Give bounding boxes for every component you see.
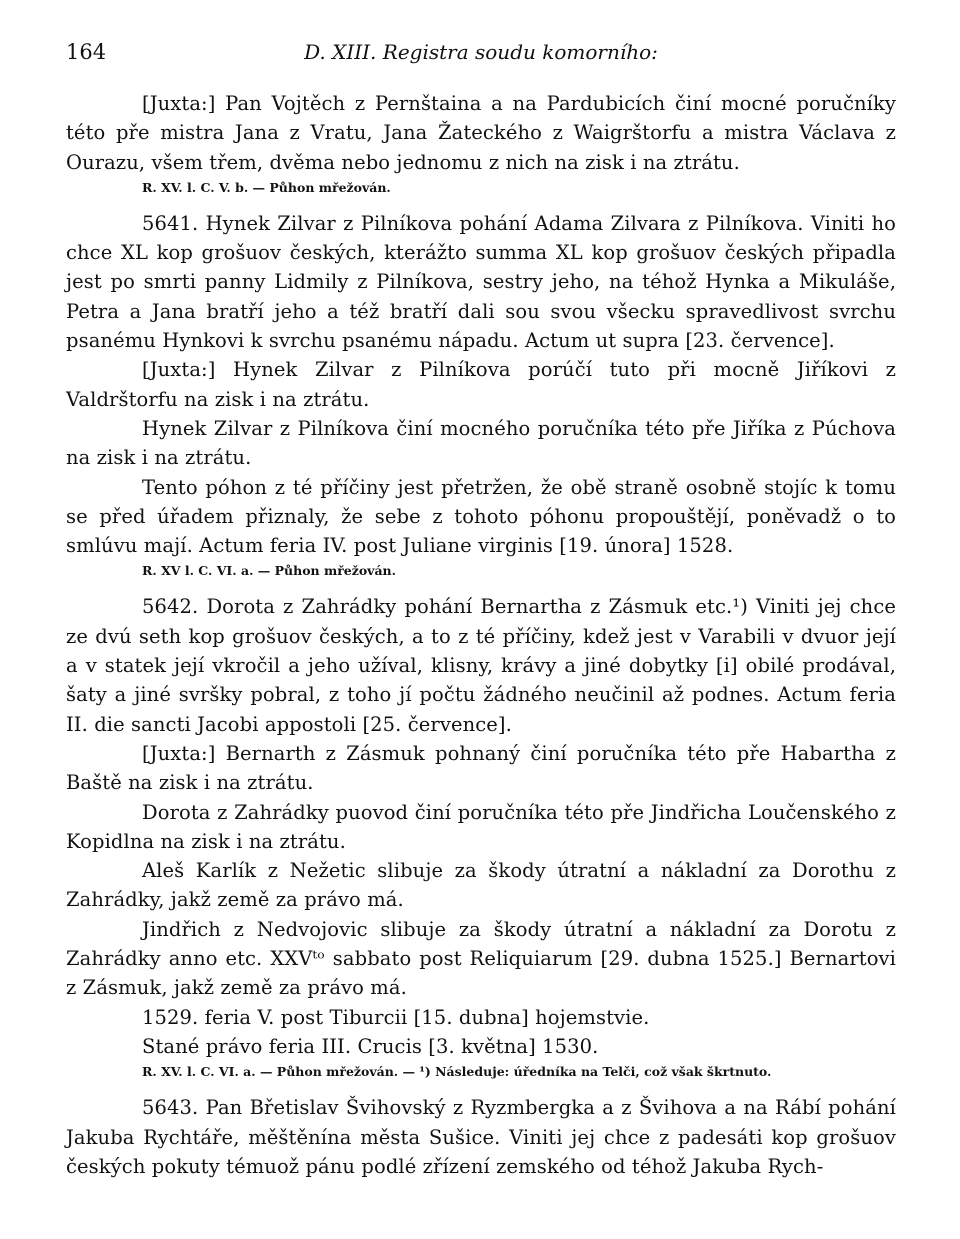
- page-number: 164: [66, 40, 107, 64]
- paragraph-juxta-3: [Juxta:] Bernarth z Zásmuk pohnaný činí poručníka této pře Habartha z Baště na zisk i na ztrátu.: [66, 741, 896, 795]
- entry-5642: 5642. Dorota z Zahrádky pohání Bernartha z Zásmuk etc.¹) Viniti jej chce ze dvú seth kop grošuov českých, a to z té příčiny, kdež jest v Varabili v dvuor její a v statek její vkročil a jeho užíval, klisny, krávy a jiné dobytky [i] obilé prodával, šaty a jiné svršky pobral, z toho jí počtu žádného neučinil až podnes. Actum feria II. die sancti Jacobi appostoli [25. července].: [66, 595, 896, 736]
- paragraph-ales: Aleš Karlík z Nežetic slibuje za škody útratní a nákladní za Dorothu z Zahrádky, jakž země za právo má.: [66, 859, 896, 912]
- paragraph-juxta-2: [Juxta:] Hynek Zilvar z Pilníkova porúčí tuto při mocně Jiříkovi z Valdrštorfu na zisk i na ztrátu.: [66, 358, 896, 411]
- paragraph-1529: 1529. feria V. post Tiburcii [15. dubna] hojemstvie.: [142, 1005, 650, 1029]
- page-header: [66, 40, 896, 74]
- paragraph-zilvar: Hynek Zilvar z Pilníkova činí mocného poručníka této pře Jiříka z Púchova na zisk i na ztrátu.: [66, 416, 896, 470]
- paragraph-dorota: Dorota z Zahrádky puovod činí poručníka této pře Jindřicha Loučenského z Kopidlna na zisk i na ztrátu.: [66, 800, 896, 853]
- paragraph-stane-pravo: Stané právo feria III. Crucis [3. května] 1530.: [142, 1034, 599, 1058]
- footnote-line: R. XV. l. C. V. b. — Půhon mřežován.: [142, 179, 391, 195]
- footnote-line: R. XV l. C. VI. a. — Půhon mřežován.: [142, 563, 396, 579]
- paragraph-pohon: Tento póhon z té příčiny jest přetržen, že obě straně osobně stojíc k tomu se před úřadem přiznaly, že sebe z tohoto póhonu propouštějí, poněvadž o to smlúvu mají. Actum feria IV. post Juliane virginis [19. února] 1528.: [66, 475, 896, 558]
- entry-5641: 5641. Hynek Zilvar z Pilníkova pohání Adama Zilvara z Pilníkova. Viniti ho chce XL kop grošuov českých, kterážto summa XL kop grošuov českých připadla jest po smrti panny Lidmily z Pilníkova, sestry jeho, na téhož Hynka a Mikuláše, Petra a Jana bratří jeho a též bratří dali sou svou všecku spravedlivost svrchu psanému Hynkovi k svrchu psanému nápadu. Actum ut supra [23. července].: [66, 211, 896, 353]
- paragraph-juxta-1: [Juxta:] Pan Vojtěch z Pernštaina a na Pardubicích činí mocné poručníky této pře mistra Jana z Vratu, Jana Žateckého z Waigrštorfu a mistra Václava z Ourazu, všem třem, dvěma nebo jednomu z nich na zisk i na ztrátu.: [66, 92, 896, 174]
- running-title: D. XIII. Registra soudu komorního:: [304, 40, 658, 64]
- entry-5643: 5643. Pan Břetislav Švihovský z Ryzmbergka a z Švihova a na Rábí pohání Jakuba Rychtáře, měštěnína města Sušice. Viniti jej chce z padesáti kop grošuov českých pokuty témuož pánu podlé zřízení zemského od téhož Jakuba Rych-: [66, 1096, 896, 1178]
- page-body: [66, 89, 896, 1181]
- footnote-line: R. XV. l. C. VI. a. — Půhon mřežován. — ¹) Následuje: úředníka na Telči, což však škrtnuto.: [142, 1064, 772, 1080]
- paragraph-jindrich: Jindřich z Nedvojovic slibuje za škody útratní a nákladní za Dorotu z Zahrádky anno etc. XXVᵗᵒ sabbato post Reliquiarum [29. dubna 1525.] Bernartovi z Zásmuk, jakž země za právo má.: [66, 917, 896, 1000]
